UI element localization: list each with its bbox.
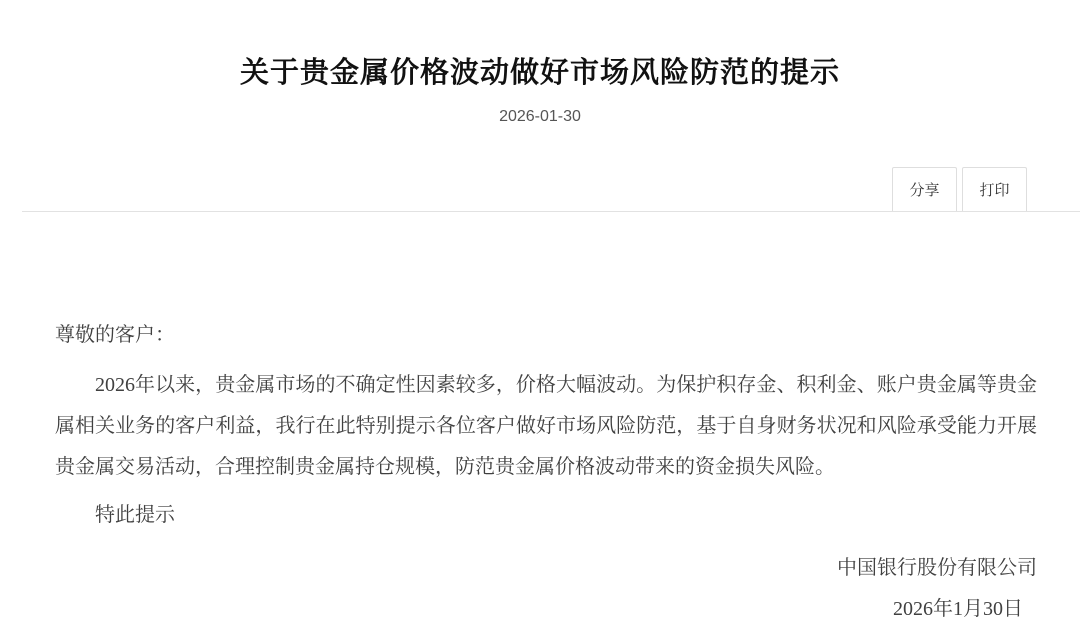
signature-date: 2026年1月30日: [893, 598, 1023, 620]
header-divider: [22, 211, 1080, 212]
publish-date: 2026-01-30: [499, 108, 581, 125]
print-button[interactable]: 打印: [962, 167, 1027, 211]
page-title: 关于贵金属价格波动做好市场风险防范的提示: [239, 57, 840, 89]
notice-paragraph: 2026年以来，贵金属市场的不确定性因素较多，价格大幅波动。为保护积存金、积利金、账户贵金属等贵金属相关业务的客户利益，我行在此特别提示各位客户做好市场风险防范，基于自身财务状况和风险承受能力开展贵金属交易活动，合理控制贵金属持仓规模，防范贵金属价格波动带来的资金损失风险。: [55, 374, 1037, 478]
closing-line: 特此提示: [95, 504, 175, 526]
share-button[interactable]: 分享: [892, 167, 957, 211]
greeting-line: 尊敬的客户：: [55, 324, 175, 346]
toolbar: [0, 167, 1080, 211]
notice-body: [0, 315, 1080, 630]
signature-company: 中国银行股份有限公司: [837, 557, 1037, 579]
